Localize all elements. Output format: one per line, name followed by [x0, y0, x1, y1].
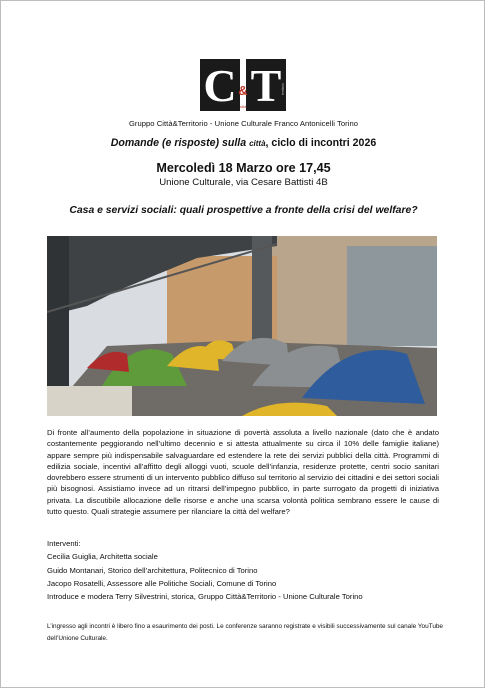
photo-pillar-center	[252, 236, 272, 354]
tents-photo	[47, 236, 437, 416]
tents-photo-illustration	[47, 236, 437, 416]
logo	[200, 59, 286, 111]
event-venue: Unione Culturale, via Cesare Battisti 4B	[159, 177, 328, 188]
speakers-heading: Interventi:	[47, 539, 81, 548]
description-paragraph: Di fronte all’aumento della popolazione in situazione di povertà assoluta a livello nazionale (dato che è andato costantemente peggiorando nell’ultimo decennio e si attesta attualmente su circa il 10% delle famiglie italiane) appare sempre più indispensabile salvaguardare ed estendere la rete dei servizi pubblici della città. Programmi di edilizia sociale, incentivi all’affitto degli alloggi vuoti, scuole dell’infanzia, residenze protette, centri socio sanitari dovrebbero essere strumenti di un intervento pubblico diffuso sul territorio al servizio dei cittadini e dei settori sociali più bisognosi. Assistiamo invece ad un ritrarsi dell’impegno pubblico, in parte surrogato da progetti di iniziativa privata. La discutibile allocazione delle risorse e anche una scarsa volontà politica sembrano essere le cause di tutto questo. Quali strategie assumere per rilanciare la città del welfare?	[47, 428, 439, 517]
series-title-part2: città	[249, 139, 266, 148]
logo-letter-right: T	[250, 60, 282, 111]
speaker-item: Cecilia Guiglia, Architetta sociale	[47, 552, 158, 562]
logo-small-right: territorio	[281, 83, 285, 95]
logo-small-left: città	[239, 105, 247, 109]
speaker-item: Jacopo Rosatelli, Assessore alle Politiche Sociali, Comune di Torino	[47, 578, 277, 588]
photo-mattress	[47, 386, 132, 416]
speaker-item: Guido Montanari, Storico dell’architettura, Politecnico di Torino	[47, 565, 258, 575]
footnote: L’ingresso agli incontri è libero fino a esaurimento dei posti. Le conferenze saranno registrate e visibili successivamente sul canale YouTube dell’Unione Culturale.	[47, 623, 443, 642]
moderator-line: Introduce e modera Terry Silvestrini, storica, Gruppo Città&Territorio - Unione Culturale Torino	[47, 592, 363, 602]
speakers-section	[47, 538, 447, 602]
series-title-part1: Domande (e risposte) sulla	[110, 137, 250, 149]
logo-ampersand: &	[238, 83, 248, 98]
series-title	[1, 137, 485, 149]
event-date: Mercoledì 18 Marzo ore 17,45	[156, 161, 331, 175]
logo-graphic	[200, 59, 286, 111]
series-title-part3: , ciclo di incontri 2026	[265, 137, 377, 149]
logo-letter-left: C	[203, 60, 237, 111]
organizer-line: Gruppo Città&Territorio - Unione Culturale Franco Antonicelli Torino	[128, 119, 359, 128]
event-topic: Casa e servizi sociali: quali prospettive a fronte della crisi del welfare?	[69, 205, 418, 216]
photo-building-glass	[347, 246, 437, 346]
